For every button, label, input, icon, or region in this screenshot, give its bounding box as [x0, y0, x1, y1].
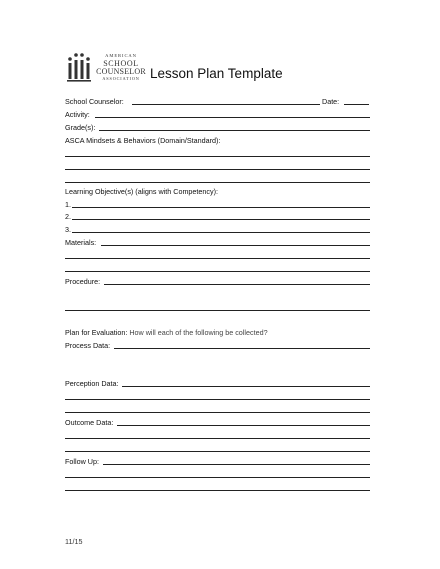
page-title: Lesson Plan Template: [150, 66, 283, 81]
footer-version: 11/15: [65, 537, 83, 546]
procedure-line[interactable]: [65, 310, 370, 311]
objective-1-label: 1.: [65, 200, 71, 209]
follow-up-line[interactable]: [65, 477, 370, 478]
objective-2-label: 2.: [65, 212, 71, 221]
asca-logo-icon: [66, 51, 96, 85]
learning-objectives-label: Learning Objective(s) (aligns with Competency):: [65, 187, 218, 196]
school-counselor-label: School Counselor:: [65, 97, 124, 106]
grades-label: Grade(s):: [65, 123, 96, 132]
asca-mindsets-line[interactable]: [65, 182, 370, 183]
plan-for-evaluation-heading: Plan for Evaluation:: [65, 328, 128, 337]
materials-line[interactable]: [65, 271, 370, 272]
outcome-data-field[interactable]: [117, 425, 370, 426]
follow-up-field[interactable]: [103, 464, 370, 465]
materials-line[interactable]: [65, 258, 370, 259]
outcome-data-line[interactable]: [65, 438, 370, 439]
objective-3-field[interactable]: [72, 232, 370, 233]
date-label: Date:: [322, 97, 340, 106]
logo-text-line: COUNSELOR: [96, 66, 146, 76]
logo-text-line: SCHOOL: [103, 58, 139, 68]
perception-data-label: Perception Data:: [65, 379, 119, 388]
procedure-field[interactable]: [104, 284, 370, 285]
activity-label: Activity:: [65, 110, 90, 119]
perception-data-line[interactable]: [65, 412, 370, 413]
materials-field[interactable]: [101, 245, 370, 246]
objective-2-field[interactable]: [72, 219, 370, 220]
objective-3-label: 3.: [65, 225, 71, 234]
logo-text-line: ASSOCIATION: [102, 75, 140, 81]
evaluation-question: How will each of the following be collected?: [129, 328, 268, 337]
asca-mindsets-label: ASCA Mindsets & Behaviors (Domain/Standard):: [65, 136, 221, 145]
outcome-data-label: Outcome Data:: [65, 418, 114, 427]
date-field[interactable]: [344, 104, 369, 105]
school-counselor-field[interactable]: [132, 104, 320, 105]
follow-up-line[interactable]: [65, 490, 370, 491]
grades-field[interactable]: [99, 130, 370, 131]
outcome-data-line[interactable]: [65, 451, 370, 452]
follow-up-label: Follow Up:: [65, 457, 99, 466]
activity-field[interactable]: [95, 117, 370, 118]
asca-logo: [66, 51, 146, 85]
logo-text-line: AMERICAN: [105, 53, 137, 58]
asca-mindsets-line[interactable]: [65, 156, 370, 157]
process-data-label: Process Data:: [65, 341, 111, 350]
asca-mindsets-line[interactable]: [65, 169, 370, 170]
perception-data-field[interactable]: [122, 386, 370, 387]
asca-logo-text: [96, 54, 146, 81]
materials-label: Materials:: [65, 238, 97, 247]
plan-for-evaluation-label: [65, 328, 268, 337]
procedure-label: Procedure:: [65, 277, 101, 286]
process-data-field[interactable]: [114, 348, 370, 349]
perception-data-line[interactable]: [65, 399, 370, 400]
objective-1-field[interactable]: [72, 207, 370, 208]
